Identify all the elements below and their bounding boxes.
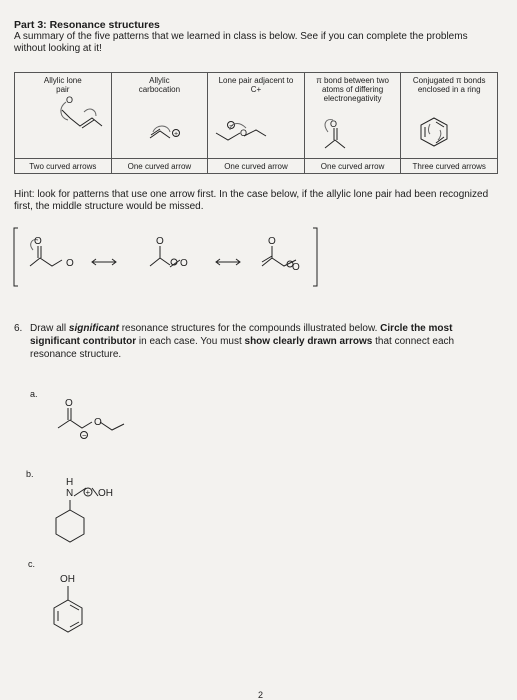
oxygen-label: O [34, 236, 42, 247]
compound-a [58, 408, 124, 439]
arrow-count: Three curved arrows [401, 159, 498, 174]
oxygen-label: O [180, 258, 188, 269]
hydroxyl-label: OH [98, 488, 113, 499]
hydrogen-label: H [66, 477, 74, 488]
plus-sign: + [85, 488, 91, 497]
oxygen-label: O [330, 119, 338, 129]
compound-c [54, 586, 82, 632]
pattern-header: Allylic lone pair [43, 76, 82, 94]
resonance-arrow [216, 259, 240, 265]
intro-text: A summary of the five patterns that we learned in class is below. See if you can complete the problems without looking at it! [14, 31, 468, 54]
q6-text-part: Draw all [30, 323, 69, 334]
resonance-structure-2 [150, 246, 180, 267]
part-c-label: c. [28, 559, 36, 569]
pattern-header: Lone pair adjacent to C+ [218, 76, 294, 94]
pattern-cell-4 [304, 73, 401, 159]
part-title: Part 3: Resonance structures [14, 19, 160, 31]
oxygen-label: O [292, 262, 300, 273]
arrow-count: Two curved arrows [15, 159, 112, 174]
oxygen-label: O [94, 417, 102, 428]
pattern-header: Allylic carbocation [138, 76, 181, 94]
oxygen-label: O [240, 128, 248, 138]
oxygen-label: O [65, 398, 73, 409]
minus-sign: − [229, 123, 234, 130]
hydroxyl-label: OH [60, 574, 75, 585]
pattern-cell-3 [208, 73, 305, 159]
hint-text: Hint: look for patterns that use one arrow first. In the case below, if the allylic lone pair had been recognized first, the middle structure would be missed. [14, 189, 489, 212]
oxygen-label: O [66, 258, 74, 269]
pattern-header: π bond between two atoms of differing electronegativity [316, 76, 389, 103]
q6-text-part: that connect each resonance structure. [30, 336, 455, 360]
question-number: 6. [14, 323, 23, 334]
q6-text-part: in each case. You must [136, 336, 245, 347]
pattern-header: Conjugated π bonds enclosed in a ring [412, 76, 486, 94]
q6-text-part: resonance structures for the compounds illustrated below. [118, 323, 381, 334]
page-number: 2 [258, 690, 264, 700]
arrow-count: One curved arrow [304, 159, 401, 174]
q6-emphasis: show clearly drawn arrows [244, 336, 373, 347]
pattern-cell-1 [15, 73, 112, 159]
part-a-label: a. [30, 389, 38, 399]
question-6-text [30, 322, 498, 361]
resonance-structure-3 [262, 246, 296, 267]
oxygen-label: O [66, 95, 74, 105]
arrow-count: One curved arrow [208, 159, 305, 174]
resonance-structure-1 [30, 240, 62, 266]
compound-b [56, 488, 98, 542]
arrow-count: One curved arrow [111, 159, 208, 174]
pattern-cell-5 [401, 73, 498, 159]
pattern-cell-2 [111, 73, 208, 159]
patterns-table [14, 72, 498, 174]
minus-sign: − [82, 431, 87, 440]
right-bracket [313, 228, 317, 286]
q6-emphasis: Circle the most significant contributor [30, 323, 453, 347]
oxygen-label: O [268, 236, 276, 247]
part-b-label: b. [26, 469, 34, 479]
nitrogen-label: N [66, 488, 74, 499]
resonance-arrow [92, 259, 116, 265]
oxygen-label: O [156, 236, 164, 247]
left-bracket [14, 228, 18, 286]
plus-sign: + [174, 131, 179, 138]
q6-emphasis: significant [68, 323, 119, 334]
